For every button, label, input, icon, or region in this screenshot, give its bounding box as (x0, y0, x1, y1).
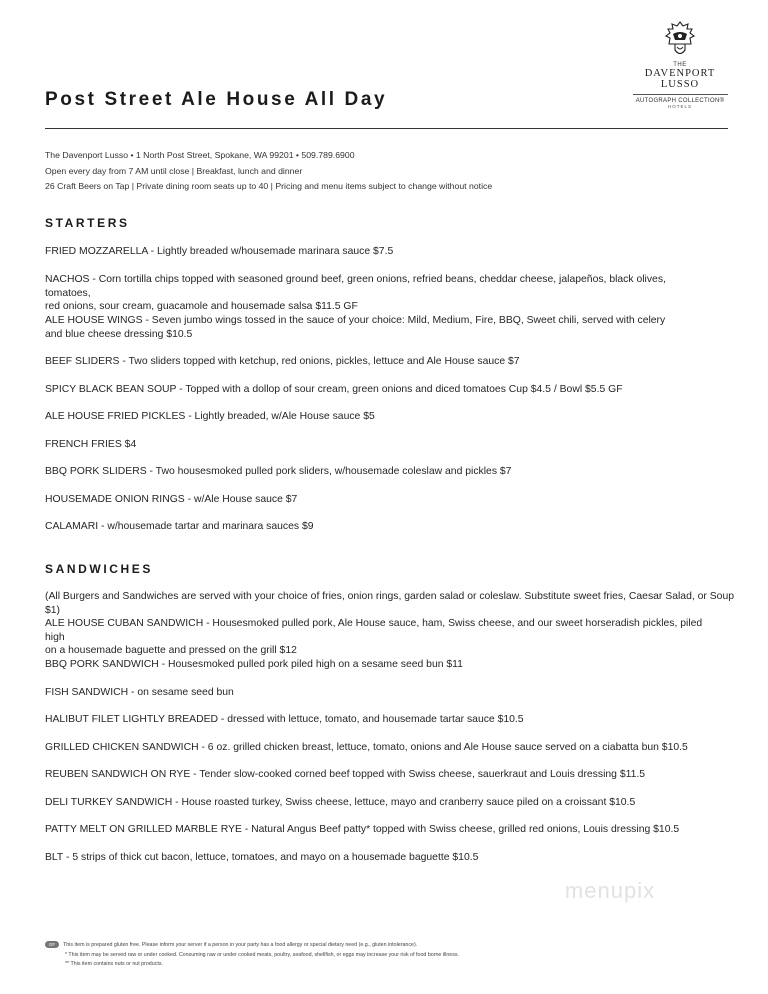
menu-item (45, 768, 705, 782)
logo-collection: AUTOGRAPH COLLECTION® (635, 98, 725, 104)
menu-item (45, 273, 705, 314)
raw-note: * This item may be served raw or under cooked. Consuming raw or under cooked meats, poultry, seafood, shellfish, or eggs may increase your risk of food borne illness. (65, 951, 460, 958)
logo-name-line1: DAVENPORT (644, 68, 716, 79)
menu-item-line1: DELI TURKEY SANDWICH - House roasted turkey, Swiss cheese, lettuce, mayo and cranberry sauce piled on a croissant $10.5 (45, 797, 636, 808)
info-hours: Open every day from 7 AM until close | Breakfast, lunch and dinner (45, 165, 303, 176)
menu-item-line1: HOUSEMADE ONION RINGS - w/Ale House sauce $7 (45, 494, 298, 505)
menu-item-line1: NACHOS - Corn tortilla chips topped with seasoned ground beef, green onions, refried beans, cheddar cheese, jalapeños, black olives, tomatoes, (45, 274, 666, 299)
menu-item-line1: FISH SANDWICH - on sesame seed bun (45, 687, 234, 698)
menu-item-line2: red onions, sour cream, guacamole and housemade salsa $11.5 GF (45, 301, 358, 312)
menu-item (45, 713, 705, 727)
menu-item-line1: BBQ PORK SANDWICH - Housesmoked pulled pork piled high on a sesame seed bun $11 (45, 659, 463, 670)
menu-item-line1: FRENCH FRIES $4 (45, 439, 137, 450)
davenport-lusso-logo (630, 20, 730, 109)
crest-icon (663, 20, 697, 60)
menu-item (45, 465, 705, 479)
menu-item-line1: ALE HOUSE FRIED PICKLES - Lightly breaded, w/Ale House sauce $5 (45, 411, 375, 422)
nuts-note: ** This item contains nuts or nut products. (65, 961, 163, 967)
restaurant-info (45, 148, 492, 195)
menu-item (45, 851, 705, 865)
menu-item-line1: SPICY BLACK BEAN SOUP - Topped with a dollop of sour cream, green onions and diced tomatoes Cup $4.5 / Bowl $5.5 GF (45, 384, 623, 395)
menu-item-line1: BEEF SLIDERS - Two sliders topped with ketchup, red onions, pickles, lettuce and Ale House sauce $7 (45, 356, 520, 367)
starters-heading: STARTERS (45, 216, 130, 230)
menu-item (45, 617, 705, 658)
menu-item-line2: on a housemade baguette and pressed on the grill $12 (45, 645, 297, 656)
menu-item (45, 355, 705, 369)
menu-item-line1: REUBEN SANDWICH ON RYE - Tender slow-cooked corned beef topped with Swiss cheese, sauerkraut and Louis dressing $11.5 (45, 769, 646, 780)
menu-item (45, 658, 705, 672)
logo-name-line2: LUSSO (660, 79, 700, 90)
menu-item (45, 438, 705, 452)
menu-item (45, 245, 705, 259)
menu-item (45, 410, 705, 424)
page-title: Post Street Ale House All Day (45, 89, 388, 110)
menu-item (45, 493, 705, 507)
title-divider (45, 128, 728, 129)
menu-item (45, 823, 705, 837)
menu-item-line1: ALE HOUSE WINGS - Seven jumbo wings tossed in the sauce of your choice: Mild, Medium, Fire, BBQ, Sweet chili, served with celery (45, 315, 666, 326)
sandwiches-note: (All Burgers and Sandwiches are served with your choice of fries, onion rings, garden salad or coleslaw. Substitute sweet fries, Caesar Salad, or Soup $1) (45, 591, 735, 616)
menu-item (45, 520, 705, 534)
footer-notes (45, 941, 459, 970)
menu-item (45, 686, 705, 700)
info-notes: 26 Craft Beers on Tap | Private dining room seats up to 40 | Pricing and menu items subject to change without notice (45, 181, 493, 191)
menu-item (45, 741, 705, 755)
menu-item-line1: BBQ PORK SLIDERS - Two housesmoked pulled pork sliders, w/housemade coleslaw and pickles $7 (45, 466, 512, 477)
menu-item-line1: PATTY MELT ON GRILLED MARBLE RYE - Natural Angus Beef patty* topped with Swiss cheese, grilled red onions, Louis dressing $10.5 (45, 824, 680, 835)
menu-item-line2: and blue cheese dressing $10.5 (45, 328, 193, 340)
watermark (535, 878, 685, 904)
logo-hotels: HOTELS (667, 104, 692, 109)
logo-the: THE (673, 62, 687, 68)
menu-item-line1: GRILLED CHICKEN SANDWICH - 6 oz. grilled chicken breast, lettuce, tomato, onions and Ale House sauce served on a ciabatta bun $10.5 (45, 742, 688, 753)
watermark-main: menupix (564, 878, 656, 903)
info-address: The Davenport Lusso • 1 North Post Street, Spokane, WA 99201 • 509.789.6900 (45, 150, 355, 160)
menu-item-line1: ALE HOUSE CUBAN SANDWICH - Housesmoked pulled pork, Ale House sauce, ham, Swiss cheese, and our sweet horseradish pickles, piled high (45, 618, 703, 643)
menu-item (45, 383, 705, 397)
logo-divider (633, 94, 728, 95)
menu-item (45, 796, 705, 810)
menu-item (45, 314, 705, 341)
footer-gf-row (45, 941, 459, 951)
sandwiches-heading: SANDWICHES (45, 562, 154, 576)
menu-item-line1: FRIED MOZZARELLA - Lightly breaded w/housemade marinara sauce $7.5 (45, 246, 394, 257)
gf-note: This item is prepared gluten free. Please inform your server if a person in your party has a food allergy or special dietary need (e.g., gluten intolerance). (63, 942, 418, 948)
menu-item-line1: HALIBUT FILET LIGHTLY BREADED - dressed with lettuce, tomato, and housemade tartar sauce $10.5 (45, 714, 524, 725)
menu-item-line1: CALAMARI - w/housemade tartar and marinara sauces $9 (45, 521, 314, 532)
menu-item-line1: BLT - 5 strips of thick cut bacon, lettuce, tomatoes, and mayo on a housemade baguette $10.5 (45, 852, 479, 863)
gf-badge-icon: GF (45, 941, 59, 948)
